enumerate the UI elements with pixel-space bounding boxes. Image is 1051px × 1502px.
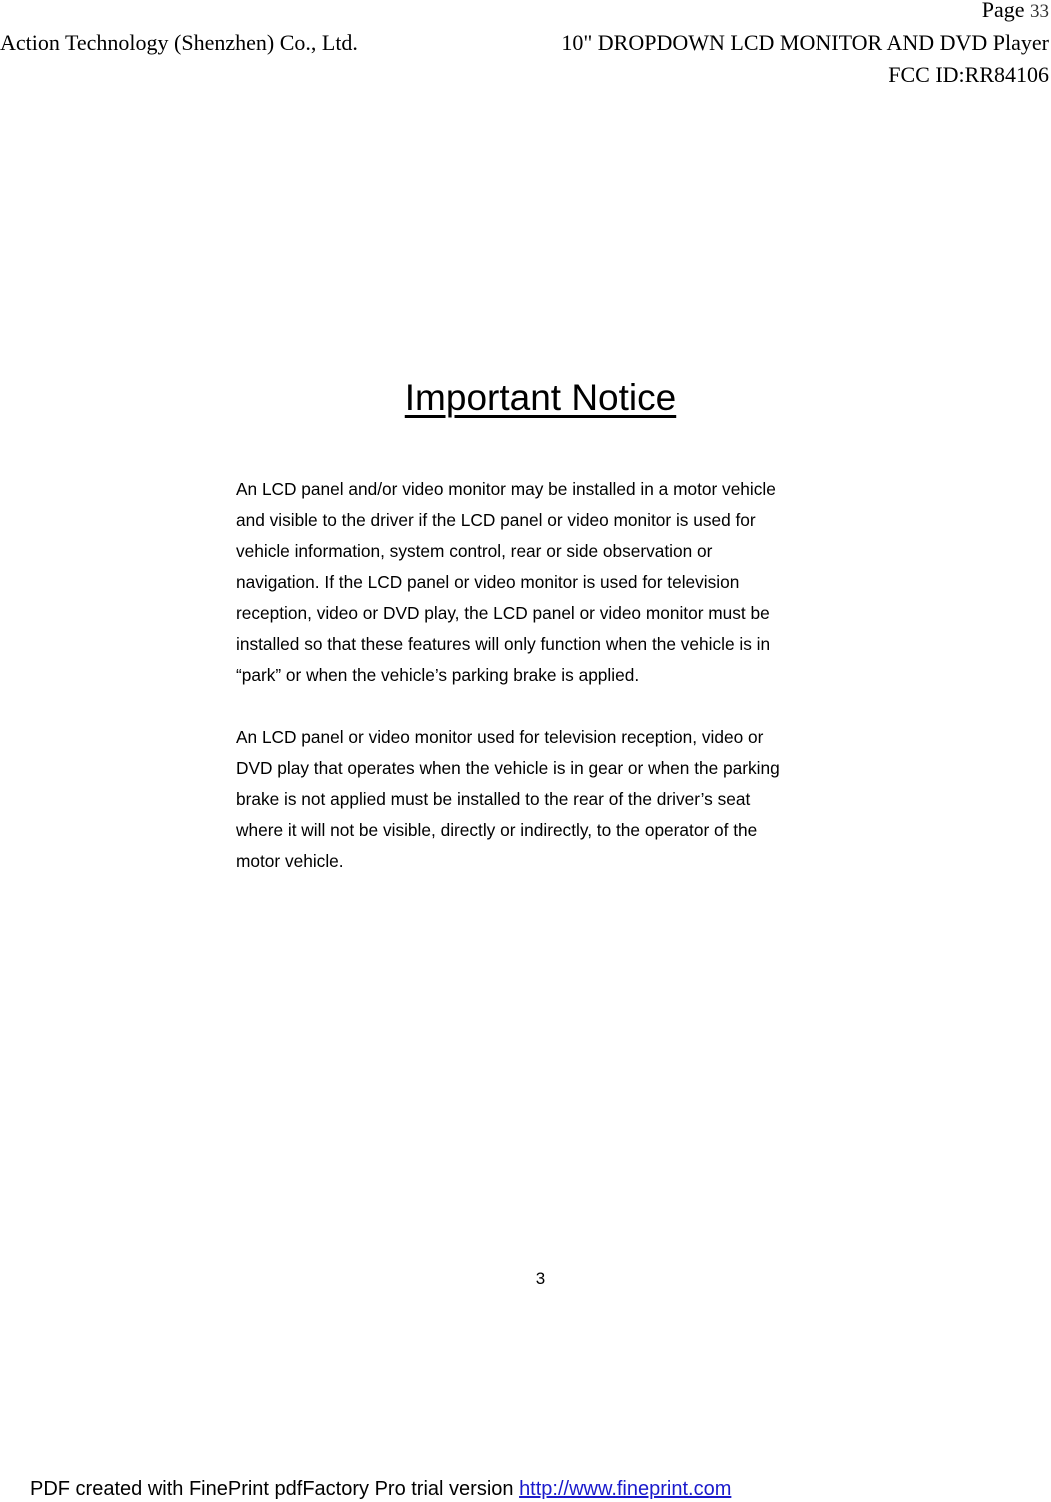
- paragraph-line: motor vehicle.: [236, 851, 344, 871]
- paragraph-line: installed so that these features will only function when the vehicle is in: [236, 634, 771, 654]
- company-name: Action Technology (Shenzhen) Co., Ltd.: [0, 30, 358, 55]
- notice-paragraph-1: [236, 474, 876, 691]
- fcc-id: FCC ID:RR84106: [888, 62, 1049, 87]
- paragraph-line: “park” or when the vehicle’s parking brake is applied.: [236, 665, 640, 685]
- notice-paragraph-2: [236, 722, 876, 877]
- paragraph-line: reception, video or DVD play, the LCD panel or video monitor must be: [236, 603, 770, 623]
- paragraph-line: DVD play that operates when the vehicle is in gear or when the parking: [236, 758, 780, 778]
- notice-title: Important Notice: [404, 377, 677, 418]
- paragraph-line: brake is not applied must be installed to the rear of the driver’s seat: [236, 789, 751, 809]
- page-indicator: [982, 0, 1049, 25]
- footer-text: PDF created with FinePrint pdfFactory Pro trial version: [30, 1478, 520, 1500]
- document-page-number: 3: [535, 1269, 546, 1288]
- paragraph-line: where it will not be visible, directly or indirectly, to the operator of the: [236, 820, 758, 840]
- pdf-footer: [30, 1476, 731, 1502]
- paragraph-line: An LCD panel or video monitor used for television reception, video or: [236, 727, 764, 747]
- paragraph-line: navigation. If the LCD panel or video monitor is used for television: [236, 572, 740, 592]
- page-label: Page: [981, 0, 1025, 22]
- paragraph-line: An LCD panel and/or video monitor may be installed in a motor vehicle: [236, 479, 776, 499]
- page-number: 33: [1030, 1, 1049, 22]
- product-title: 10" DROPDOWN LCD MONITOR AND DVD Player: [561, 30, 1049, 55]
- fineprint-link[interactable]: http://www.fineprint.com: [519, 1478, 732, 1500]
- paragraph-line: vehicle information, system control, rear or side observation or: [236, 541, 713, 561]
- paragraph-line: and visible to the driver if the LCD panel or video monitor is used for: [236, 510, 756, 530]
